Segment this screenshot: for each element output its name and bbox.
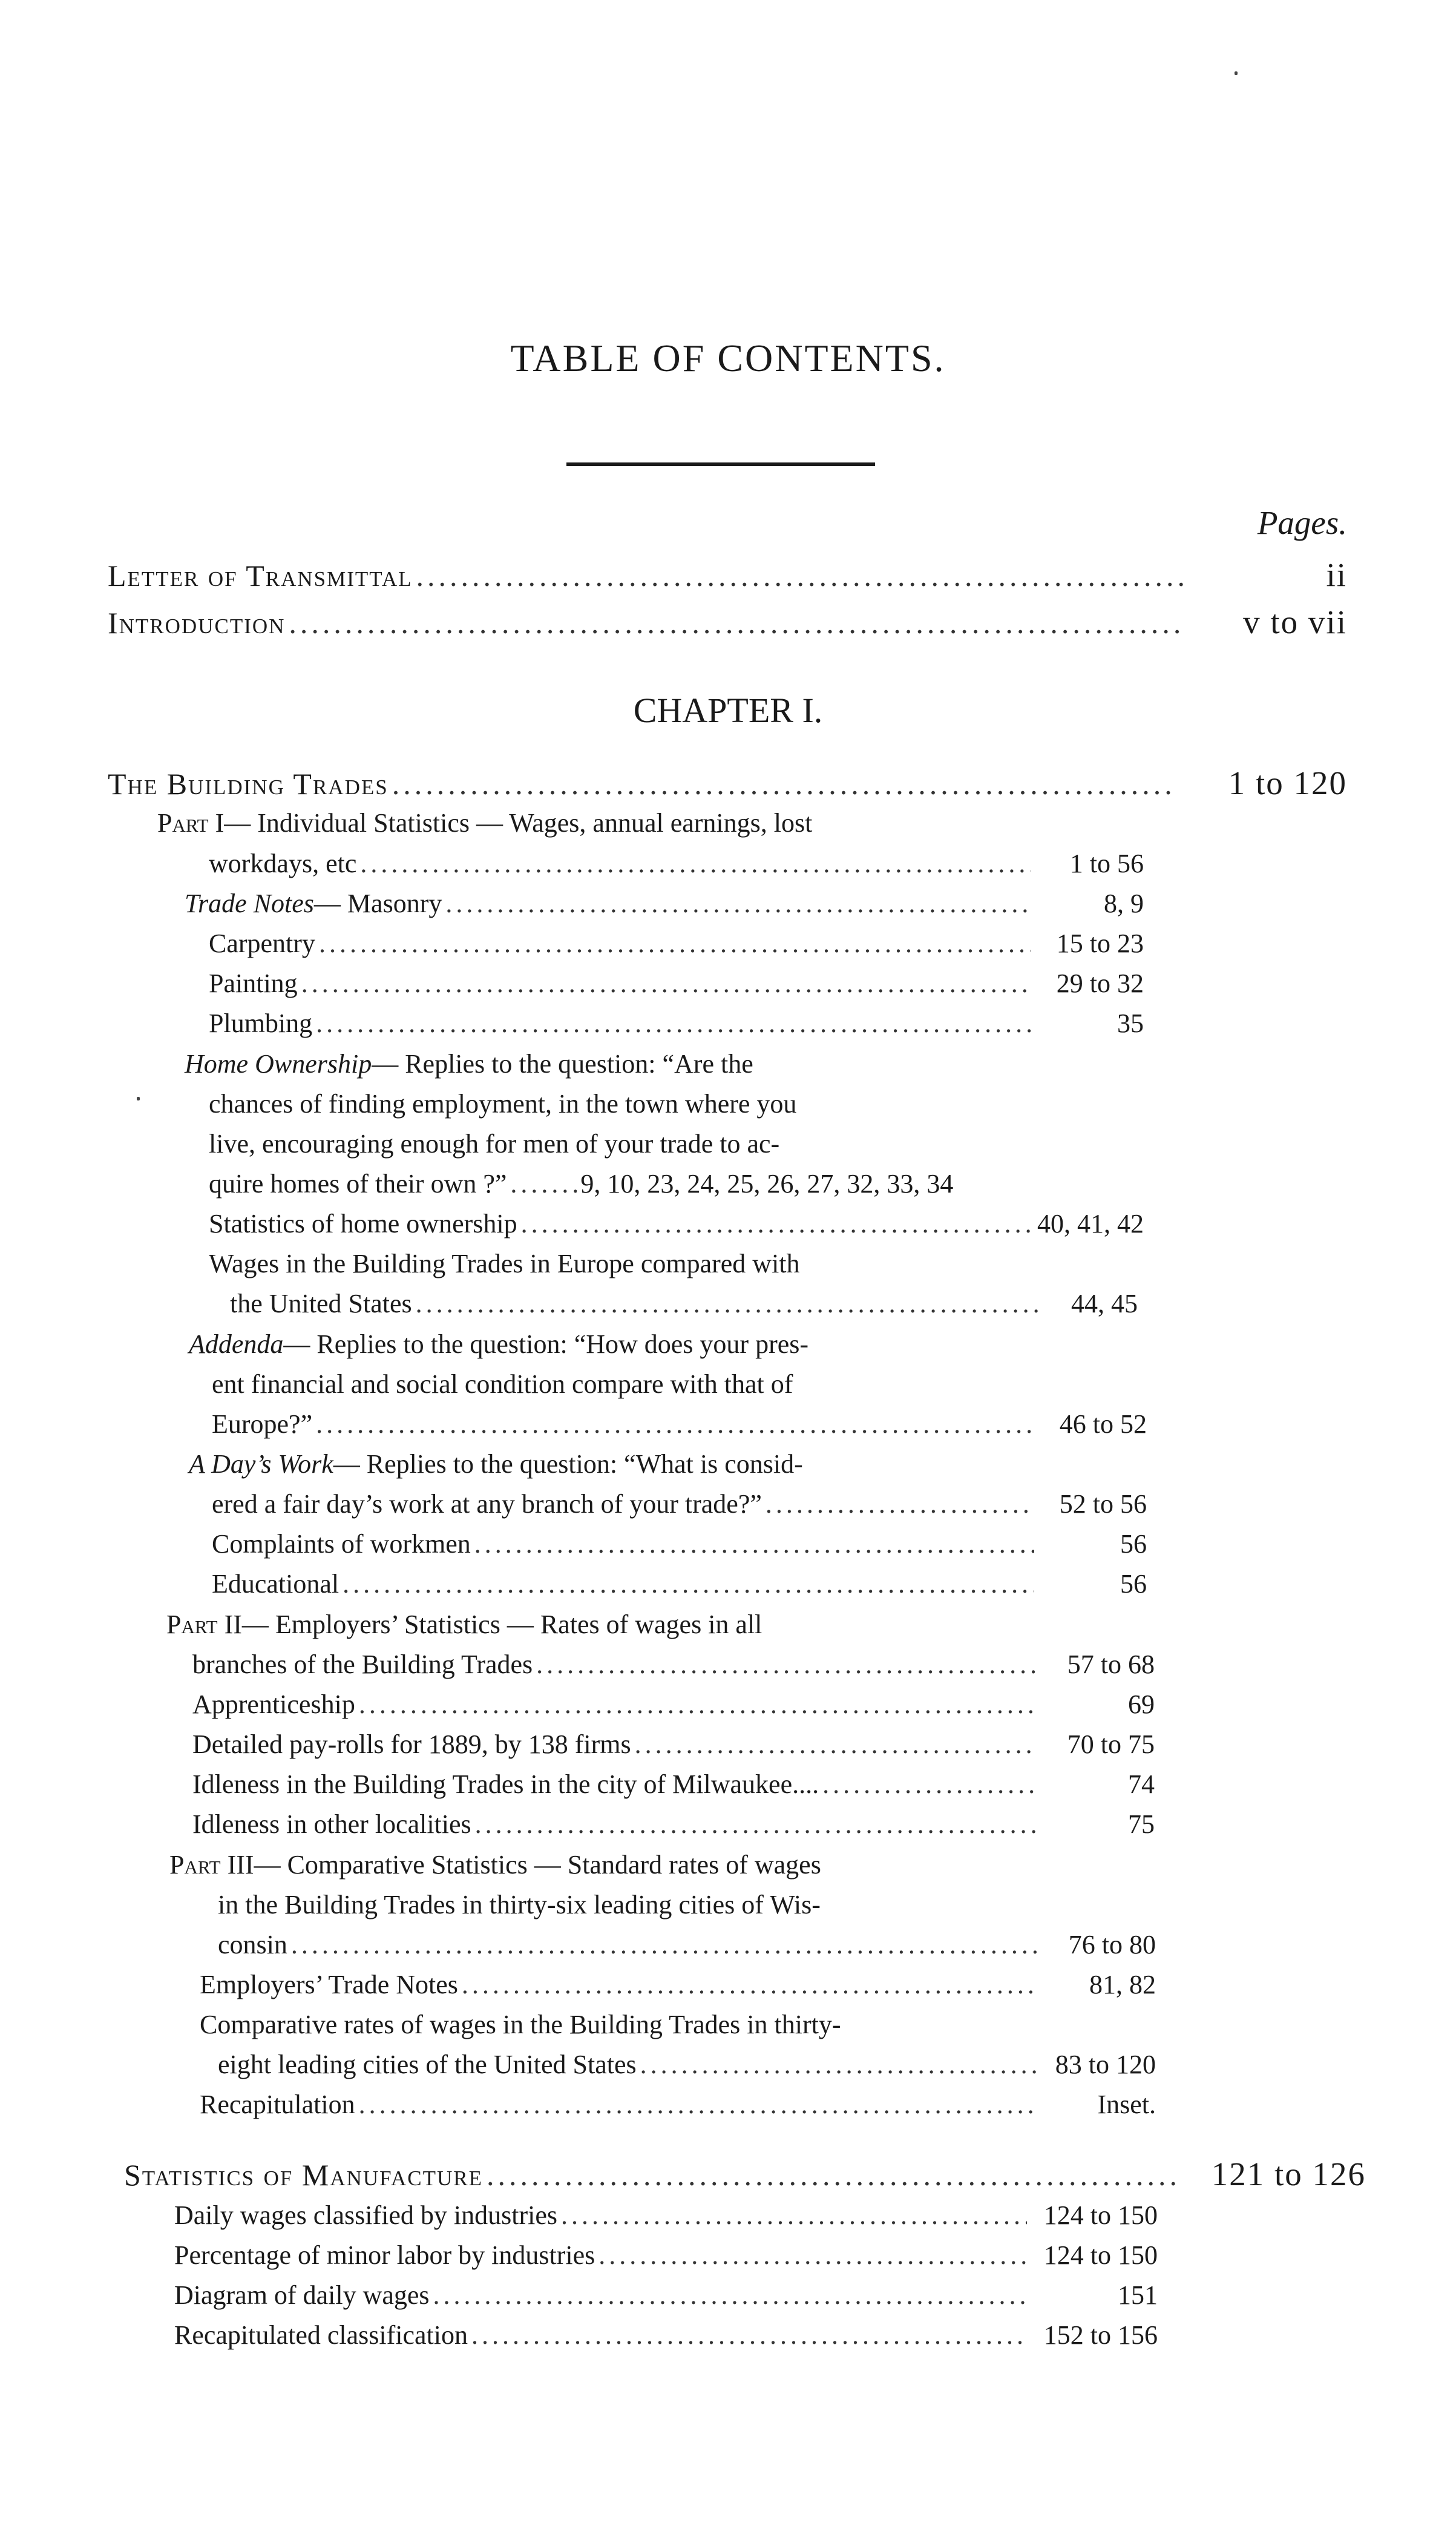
entry-pages: 56 — [1120, 1529, 1147, 1559]
entry-label: workdays, etc — [209, 849, 357, 878]
entry-label: The Building Trades — [108, 767, 389, 801]
entry-label: Percentage of minor labor by industries — [174, 2240, 595, 2270]
addenda-text: — Replies to the question: “How does your pres- — [283, 1329, 809, 1359]
entry-label: Educational — [212, 1569, 339, 1599]
part2-label: Part II — [166, 1610, 242, 1639]
part3-heading — [169, 1850, 821, 1881]
toc-entry-idleness-milwaukee[interactable] — [192, 1769, 1155, 1800]
entry-label: ered a fair day’s work at any branch of your trade?” — [212, 1489, 762, 1519]
entry-pages: 40, 41, 42 — [1037, 1209, 1144, 1238]
toc-entry-part3[interactable] — [218, 1930, 1156, 1961]
entry-pages: 70 to 75 — [1067, 1729, 1155, 1759]
toc-entry-daily-wages[interactable] — [174, 2200, 1158, 2231]
leader-dots — [445, 889, 1031, 919]
home-ownership-line-2: chances of finding employment, in the town where you — [209, 1089, 797, 1119]
leader-dots — [471, 2320, 1027, 2351]
leader-dots — [359, 1689, 1036, 1720]
toc-entry-addenda[interactable] — [212, 1409, 1147, 1440]
toc-entry-wages-europe[interactable] — [230, 1289, 1138, 1320]
toc-entry-idleness-other[interactable] — [192, 1809, 1155, 1840]
leader-dots — [766, 1489, 1034, 1520]
leader-dots — [487, 2158, 1181, 2193]
leader-dots — [291, 1930, 1037, 1961]
toc-entry-diagram[interactable] — [174, 2280, 1158, 2311]
addenda-line-2: ent financial and social condition compare with that of — [212, 1369, 793, 1399]
entry-pages: 52 to 56 — [1059, 1489, 1147, 1519]
entry-pages: 9, 10, 23, 24, 25, 26, 27, 32, 33, 34 — [580, 1169, 954, 1199]
entry-pages: 152 to 156 — [1043, 2320, 1158, 2350]
entry-pages: 81, 82 — [1089, 1970, 1156, 1999]
entry-label: the United States — [230, 1289, 412, 1318]
entry-pages: 15 to 23 — [1056, 929, 1144, 958]
entry-pages: 83 to 120 — [1055, 2050, 1156, 2079]
entry-pages: ii — [1326, 556, 1347, 593]
entry-pages: 124 to 150 — [1043, 2240, 1158, 2270]
toc-entry-complaints[interactable] — [212, 1529, 1147, 1560]
leader-dots — [474, 1529, 1034, 1560]
entry-pages: 57 to 68 — [1067, 1650, 1155, 1679]
entry-pages: 74 — [1128, 1769, 1155, 1799]
entry-pages: 1 to 56 — [1069, 849, 1144, 878]
toc-entry-comparative[interactable] — [218, 2050, 1156, 2081]
days-work-text: — Replies to the question: “What is consid- — [333, 1449, 803, 1479]
comparative-line-1: Comparative rates of wages in the Building Trades in thirty- — [200, 2010, 841, 2039]
entry-label: — Masonry — [313, 889, 442, 918]
entry-label: Europe?” — [212, 1409, 313, 1439]
leader-dots — [510, 1169, 577, 1200]
entry-label: Letter of Transmittal — [108, 559, 413, 593]
toc-entry-days-work[interactable] — [212, 1489, 1147, 1520]
page-title: TABLE OF CONTENTS. — [510, 337, 946, 380]
toc-entry-employers-notes[interactable] — [200, 1970, 1156, 2001]
entry-pages: 8, 9 — [1104, 889, 1144, 918]
leader-dots — [343, 1569, 1034, 1600]
toc-entry-building-trades[interactable] — [108, 764, 1347, 802]
days-work-line-1 — [189, 1449, 803, 1480]
leader-dots — [416, 1289, 1043, 1320]
leader-dots — [521, 1209, 1031, 1240]
entry-label: Statistics of home ownership — [209, 1209, 517, 1238]
leader-dots — [462, 1970, 1037, 2001]
leader-dots — [635, 1729, 1036, 1760]
entry-pages: v to vii — [1243, 604, 1347, 640]
trade-notes-label: Trade Notes — [185, 889, 314, 918]
entry-label: Idleness in other localities — [192, 1809, 471, 1839]
addenda-label: Addenda — [189, 1329, 284, 1359]
leader-dots — [301, 969, 1031, 999]
entry-pages: 35 — [1117, 1008, 1144, 1038]
part1-description: — Individual Statistics — Wages, annual earnings, lost — [224, 808, 813, 838]
entry-label: Employers’ Trade Notes — [200, 1970, 458, 1999]
entry-label: Painting — [209, 969, 298, 998]
toc-entry-part2[interactable] — [192, 1650, 1155, 1680]
toc-entry-introduction[interactable] — [108, 603, 1347, 641]
leader-dots — [561, 2200, 1027, 2231]
entry-label: Introduction — [108, 606, 286, 640]
entry-pages: 46 to 52 — [1059, 1409, 1147, 1439]
toc-entry-painting[interactable] — [209, 969, 1144, 999]
toc-entry-recapitulated[interactable] — [174, 2320, 1158, 2351]
entry-label: Idleness in the Building Trades in the city of Milwaukee.... — [192, 1769, 819, 1799]
toc-entry-educational[interactable] — [212, 1569, 1147, 1600]
entry-pages: 44, 45 — [1071, 1289, 1138, 1318]
entry-label: eight leading cities of the United States — [218, 2050, 637, 2079]
toc-entry-letter-of-transmittal[interactable] — [108, 556, 1347, 594]
pages-column-header: Pages. — [1257, 504, 1347, 541]
leader-dots — [416, 559, 1186, 594]
leader-dots — [360, 849, 1031, 880]
entry-label: Recapitulated classification — [174, 2320, 468, 2350]
entry-pages: 1 to 120 — [1228, 765, 1347, 801]
home-ownership-line-1 — [185, 1049, 753, 1080]
entry-label: Statistics of Manufacture — [124, 2158, 484, 2192]
title-divider — [566, 462, 875, 466]
toc-entry-carpentry[interactable] — [209, 929, 1144, 959]
entry-pages: 151 — [1118, 2280, 1158, 2310]
entry-label: Diagram of daily wages — [174, 2280, 430, 2310]
toc-entry-manufacture[interactable] — [124, 2155, 1366, 2193]
toc-entry-apprenticeship[interactable] — [192, 1689, 1155, 1720]
addenda-line-1 — [189, 1329, 808, 1360]
leader-dots — [598, 2240, 1027, 2271]
entry-label: quire homes of their own ?” — [209, 1169, 507, 1199]
entry-pages: 121 to 126 — [1211, 2156, 1366, 2192]
entry-label: Carpentry — [209, 929, 315, 958]
leader-dots — [319, 929, 1031, 959]
toc-entry-home-stats[interactable] — [209, 1209, 1144, 1240]
leader-dots — [359, 2090, 1037, 2120]
leader-dots — [475, 1809, 1036, 1840]
toc-entry-part1[interactable] — [209, 849, 1144, 880]
entry-pages: 76 to 80 — [1068, 1930, 1156, 1959]
toc-entry-recapitulation[interactable] — [200, 2090, 1156, 2120]
entry-label: Daily wages classified by industries — [174, 2200, 557, 2230]
speck — [137, 1097, 140, 1100]
leader-dots — [289, 606, 1186, 641]
speck — [1235, 71, 1238, 75]
wages-europe-line-1: Wages in the Building Trades in Europe compared with — [209, 1249, 800, 1278]
leader-dots — [822, 1769, 1036, 1800]
chapter-heading: CHAPTER I. — [633, 691, 823, 730]
leader-dots — [392, 767, 1174, 802]
leader-dots — [640, 2050, 1037, 2081]
home-ownership-text: — Replies to the question: “Are the — [372, 1049, 753, 1079]
entry-label: Apprenticeship — [192, 1689, 355, 1719]
part3-description: — Comparative Statistics — Standard rates of wages — [254, 1850, 821, 1880]
home-ownership-line-3: live, encouraging enough for men of your trade to ac- — [209, 1129, 780, 1159]
part3-label: Part III — [169, 1850, 254, 1880]
part1-heading — [157, 808, 812, 839]
leader-dots — [316, 1008, 1031, 1039]
leader-dots — [536, 1650, 1036, 1680]
entry-pages: 29 to 32 — [1056, 969, 1144, 998]
entry-label: Plumbing — [209, 1008, 313, 1038]
toc-entry-home-ownership[interactable] — [209, 1169, 1144, 1200]
entry-label: consin — [218, 1930, 287, 1959]
entry-label: branches of the Building Trades — [192, 1650, 533, 1679]
entry-pages: 124 to 150 — [1043, 2200, 1158, 2230]
toc-entry-minor-labor[interactable] — [174, 2240, 1158, 2271]
toc-entry-plumbing[interactable] — [209, 1008, 1144, 1039]
toc-entry-masonry[interactable] — [185, 889, 1144, 919]
entry-label: Recapitulation — [200, 2090, 355, 2119]
entry-pages: Inset. — [1097, 2090, 1156, 2119]
entry-pages: 75 — [1128, 1809, 1155, 1839]
days-work-label: A Day’s Work — [189, 1449, 333, 1479]
entry-label: Detailed pay-rolls for 1889, by 138 firms — [192, 1729, 631, 1759]
part2-description: — Employers’ Statistics — Rates of wages in all — [241, 1610, 762, 1639]
part2-heading — [166, 1610, 762, 1640]
entry-pages: 69 — [1128, 1689, 1155, 1719]
home-ownership-label: Home Ownership — [185, 1049, 372, 1079]
leader-dots — [316, 1409, 1034, 1440]
entry-pages: 56 — [1120, 1569, 1147, 1599]
toc-entry-payrolls[interactable] — [192, 1729, 1155, 1760]
leader-dots — [433, 2280, 1027, 2311]
part3-line-2: in the Building Trades in thirty-six leading cities of Wis- — [218, 1890, 821, 1919]
part1-label: Part I — [157, 808, 225, 838]
entry-label: Complaints of workmen — [212, 1529, 471, 1559]
